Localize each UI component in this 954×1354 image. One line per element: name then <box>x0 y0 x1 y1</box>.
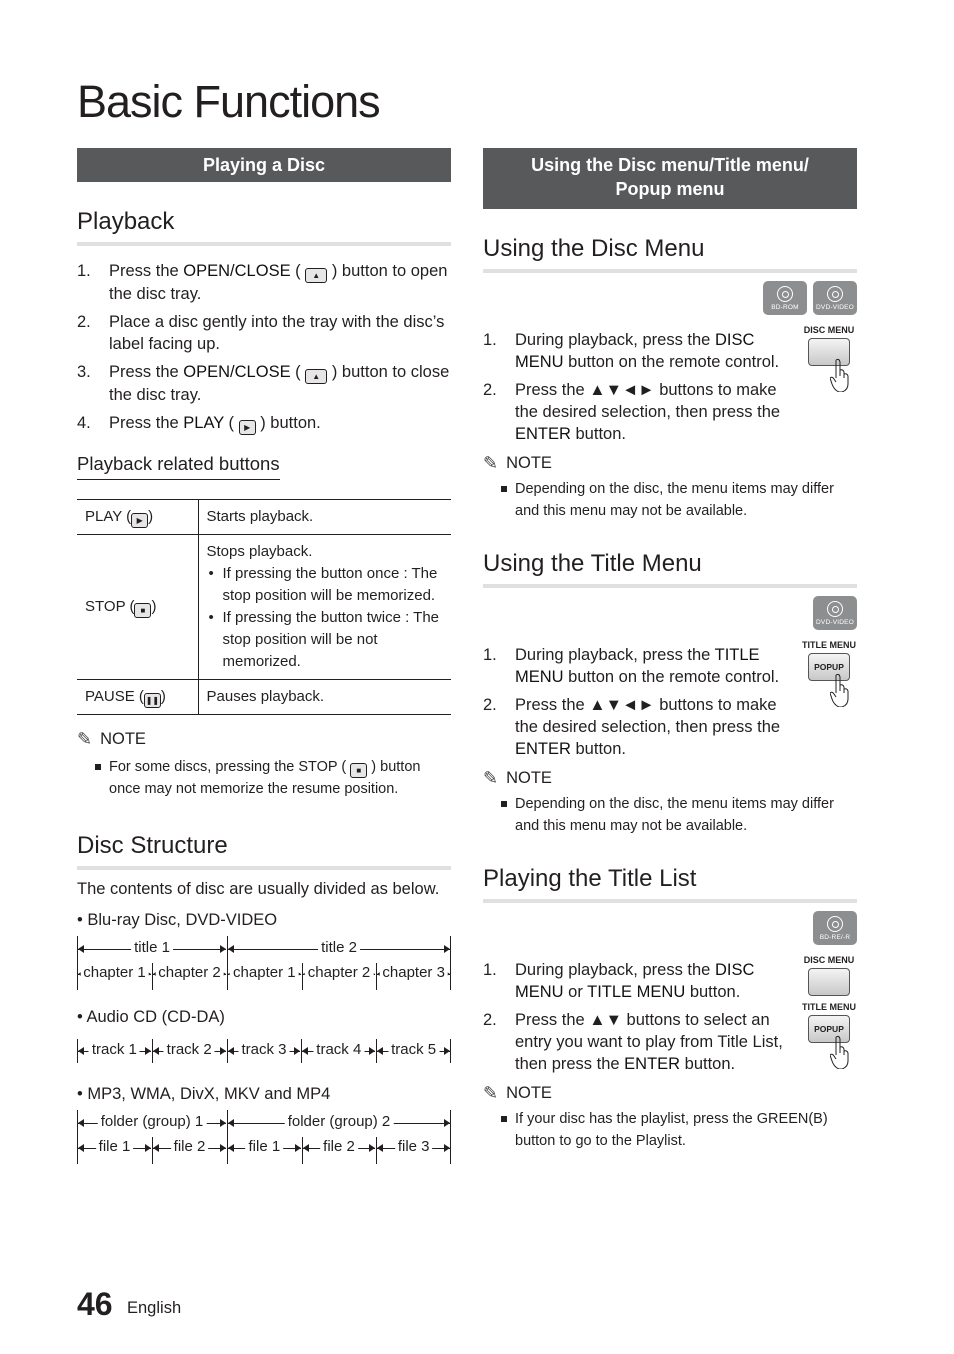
finger-press-icon <box>830 673 850 707</box>
playback-step-4: 4. Press the PLAY ( ▶ ) button. <box>77 412 451 435</box>
audio-cd-label: • Audio CD (CD-DA) <box>77 1008 225 1026</box>
title-menu-note: ✎ NOTE <box>483 768 552 788</box>
disc-menu-note-text: Depending on the disc, the menu items may differ and this menu may not be available. <box>483 478 857 522</box>
page-title: Basic Functions <box>77 76 380 127</box>
title-menu-remote-illustration: TITLE MENU POPUP <box>801 640 857 712</box>
disc-menu-note: ✎ NOTE <box>483 453 552 473</box>
chapter-label: chapter 2 <box>305 964 374 981</box>
chapter-label: chapter 3 <box>379 964 448 981</box>
table-row: PAUSE ( ❚❚ ) Pauses playback. <box>77 680 451 715</box>
title-list-badges <box>483 911 857 945</box>
playback-related-heading: Playback related buttons <box>77 453 280 480</box>
arrow-left-icon <box>153 1047 159 1055</box>
pencil-icon: ✎ <box>483 453 499 473</box>
playback-note: ✎ NOTE <box>77 729 146 749</box>
title-list-step-2: 2. Press the ▲▼ buttons to select an entry you want to play from Title List, then press the ENTER button. <box>483 1011 783 1073</box>
disc-menu-badges <box>483 281 857 315</box>
playback-step-3: 3. Press the OPEN/CLOSE ( ▲ ) button to close the disc tray. <box>77 363 450 404</box>
mp3-structure-diagram <box>77 1110 451 1164</box>
play-icon: ▶ <box>131 513 148 528</box>
title-menu-step-1: 1. During playback, press the TITLE MENU button on the remote control. <box>483 646 780 686</box>
eject-icon: ▲ <box>305 268 327 283</box>
popup-button-illustration: POPUP <box>808 653 850 681</box>
disc-menu-step-1: 1. During playback, press the DISC MENU button on the remote control. <box>483 331 780 371</box>
title-list-step-1: 1. During playback, press the DISC MENU or TITLE MENU button. <box>483 961 755 1001</box>
heading-title-list: Playing the Title List <box>483 865 857 903</box>
folder-label: folder (group) 1 <box>98 1113 207 1130</box>
track-label: track 1 <box>89 1041 140 1058</box>
file-label: file 1 <box>96 1138 134 1155</box>
dvd-video-icon: DVD-VIDEO <box>813 281 857 315</box>
arrow-left-icon <box>228 1047 234 1055</box>
disc-menu-button-illustration <box>808 968 850 996</box>
playback-note-text: For some discs, pressing the STOP ( ■ ) button once may not memorize the resume position. <box>77 756 451 800</box>
arrow-left-icon <box>228 1119 234 1127</box>
title-menu-note-text: Depending on the disc, the menu items may differ and this menu may not be available. <box>483 793 857 837</box>
right-column <box>483 148 857 1152</box>
bluray-label: • Blu-ray Disc, DVD-VIDEO <box>77 911 278 929</box>
page-language: English <box>127 1299 182 1317</box>
bd-re-r-icon: BD-RE/-R <box>813 911 857 945</box>
arrow-left-icon <box>228 1144 234 1152</box>
finger-press-icon <box>830 358 850 392</box>
heading-title-menu: Using the Title Menu <box>483 550 857 588</box>
disc-menu-step-2: 2. Press the ▲▼◄► buttons to make the desired selection, then press the ENTER button. <box>483 381 781 443</box>
title-list-steps <box>483 959 793 1075</box>
finger-press-icon <box>830 1035 850 1069</box>
chapter-label: chapter 1 <box>80 964 149 981</box>
divider-line <box>450 936 451 990</box>
page-number: 46 <box>77 1286 113 1322</box>
arrow-right-icon <box>220 1047 226 1055</box>
playback-step-1: 1. Press the OPEN/CLOSE ( ▲ ) button to open the disc tray. <box>77 262 448 303</box>
divider-line <box>450 1039 451 1063</box>
track-label: track 4 <box>313 1041 364 1058</box>
section-bar-playing-a-disc: Playing a Disc <box>77 148 451 182</box>
chapter-label: chapter 1 <box>230 964 299 981</box>
arrow-left-icon <box>377 1144 383 1152</box>
arrow-left-icon <box>377 1047 383 1055</box>
playback-step-2: 2. Place a disc gently into the tray with the disc’s label facing up. <box>77 313 445 353</box>
disc-menu-remote-illustration: DISC MENU <box>801 325 857 397</box>
arrow-left-icon <box>78 1119 84 1127</box>
title-label: title 2 <box>318 939 360 956</box>
section-bar-disc-menu: Using the Disc menu/Title menu/ Popup menu <box>483 148 857 209</box>
pause-icon: ❚❚ <box>144 693 161 708</box>
arrow-right-icon <box>294 1047 300 1055</box>
arrow-left-icon <box>78 1047 84 1055</box>
arrow-left-icon <box>303 1144 309 1152</box>
mp3-label: • MP3, WMA, DivX, MKV and MP4 <box>77 1085 331 1103</box>
bd-rom-icon: BD-ROM <box>763 281 807 315</box>
disc-menu-steps <box>483 329 793 445</box>
arrow-left-icon <box>302 1047 308 1055</box>
arrow-right-icon <box>220 1144 226 1152</box>
arrow-right-icon <box>220 945 226 953</box>
disc-structure-intro: The contents of disc are usually divided as below. <box>77 880 440 898</box>
arrow-right-icon <box>145 1047 151 1055</box>
arrow-right-icon <box>444 1119 450 1127</box>
heading-disc-structure: Disc Structure <box>77 832 451 870</box>
arrow-left-icon <box>78 945 84 953</box>
dvd-video-icon: DVD-VIDEO <box>813 596 857 630</box>
title-label: title 1 <box>131 939 173 956</box>
track-label: track 2 <box>164 1041 215 1058</box>
playback-buttons-table <box>77 499 451 715</box>
popup-button-illustration: POPUP <box>808 1015 850 1043</box>
title-list-note: ✎ NOTE <box>483 1083 552 1103</box>
title-menu-step-2: 2. Press the ▲▼◄► buttons to make the desired selection, then press the ENTER button. <box>483 696 781 758</box>
bluray-structure-diagram <box>77 936 451 990</box>
playback-steps <box>77 260 451 435</box>
audio-cd-structure-diagram <box>77 1035 451 1065</box>
title-menu-steps <box>483 644 793 760</box>
arrow-right-icon <box>145 1144 151 1152</box>
folder-label: folder (group) 2 <box>285 1113 394 1130</box>
left-column <box>77 148 451 1164</box>
divider-line <box>450 1110 451 1164</box>
pencil-icon: ✎ <box>483 1083 499 1103</box>
stop-icon: ■ <box>350 763 367 778</box>
track-label: track 3 <box>238 1041 289 1058</box>
play-icon: ▶ <box>239 420 256 435</box>
heading-playback: Playback <box>77 208 451 246</box>
arrow-right-icon <box>444 1144 450 1152</box>
track-label: track 5 <box>388 1041 439 1058</box>
stop-icon: ■ <box>134 603 151 618</box>
pencil-icon: ✎ <box>77 729 93 749</box>
title-list-remote-illustration: DISC MENU TITLE MENU POPUP <box>801 955 857 1074</box>
file-label: file 2 <box>171 1138 209 1155</box>
arrow-right-icon <box>369 1047 375 1055</box>
file-label: file 1 <box>245 1138 283 1155</box>
stop-bullets: • If pressing the button once : The stop position will be memorized. • If pressing the button twice : The stop position will be not memorized. <box>207 563 444 673</box>
eject-icon: ▲ <box>305 369 327 384</box>
arrow-right-icon <box>444 1047 450 1055</box>
heading-disc-menu: Using the Disc Menu <box>483 235 857 273</box>
title-list-note-text: If your disc has the playlist, press the GREEN(B) button to go to the Playlist. <box>483 1108 857 1152</box>
chapter-label: chapter 2 <box>155 964 224 981</box>
pencil-icon: ✎ <box>483 768 499 788</box>
arrow-left-icon <box>228 945 234 953</box>
file-label: file 3 <box>395 1138 433 1155</box>
arrow-right-icon <box>220 1119 226 1127</box>
arrow-right-icon <box>295 1144 301 1152</box>
title-menu-badges <box>483 596 857 630</box>
table-row: STOP ( ■ ) Stops playback. • If pressing the button once : The stop position will be memorized. • If pressing the button twice : The stop position will be not memorized. <box>77 535 451 680</box>
arrow-left-icon <box>153 1144 159 1152</box>
arrow-right-icon <box>369 1144 375 1152</box>
arrow-left-icon <box>78 1144 84 1152</box>
arrow-right-icon <box>444 945 450 953</box>
file-label: file 2 <box>320 1138 358 1155</box>
table-row: PLAY ( ▶ ) Starts playback. <box>77 500 451 535</box>
